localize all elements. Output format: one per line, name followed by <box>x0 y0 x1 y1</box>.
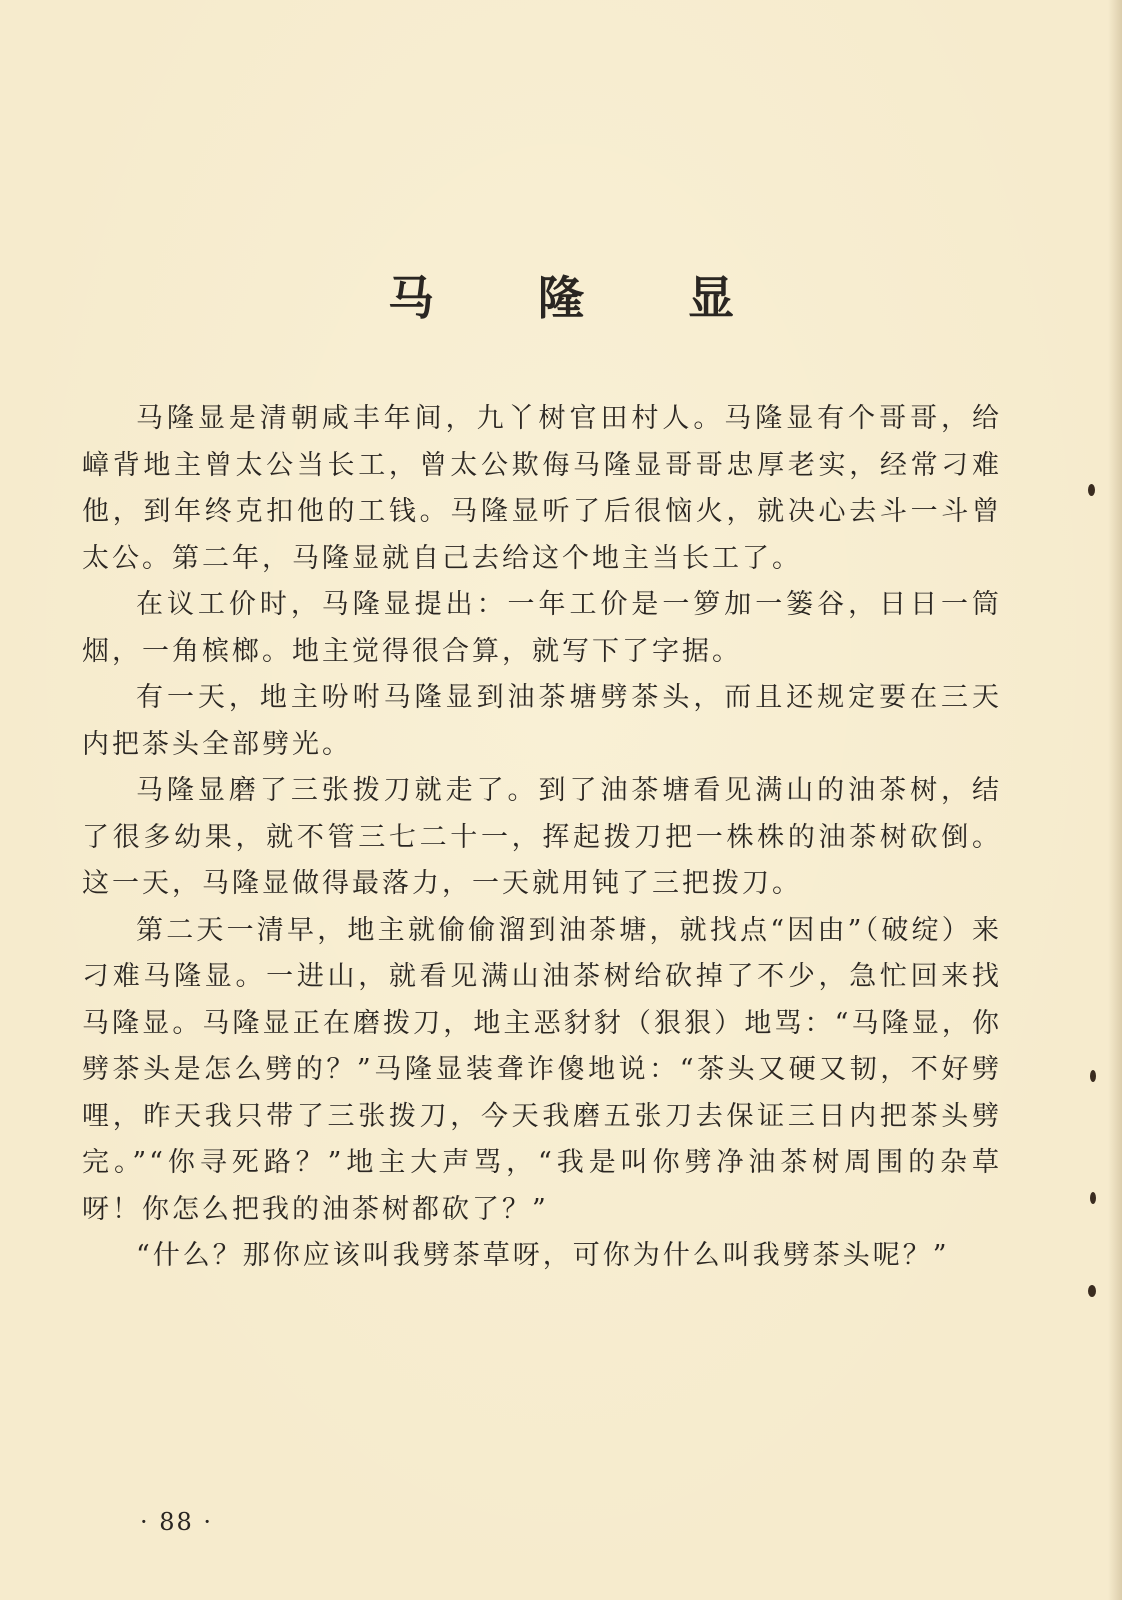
paragraph-5: 第二天一清早，地主就偷偷溜到油茶塘，就找点“因由”（破绽）来刁难马隆显。一进山，就看见满山油茶树给砍掉了不少，急忙回来找马隆显。马隆显正在磨拨刀，地主恶豺豺（狠狠）地骂：“马隆显，你劈茶头是怎么劈的？”马隆显装聋诈傻地说：“茶头又硬又韧，不好劈哩，昨天我只带了三张拨刀，今天我磨五张刀去保证三日内把茶头劈完。”“你寻死路？”地主大声骂，“我是叫你劈净油茶树周围的杂草呀！你怎么把我的油茶树都砍了？” <box>82 914 1002 1225</box>
binding-hole-mark <box>1090 1070 1096 1082</box>
binding-hole-mark <box>1088 1285 1096 1297</box>
paragraph-2: 在议工价时，马隆显提出：一年工价是一箩加一篓谷，日日一筒烟，一角槟榔。地主觉得很合算，就写下了字据。 <box>82 589 1002 667</box>
page-title: 马 隆 显 <box>387 271 779 325</box>
paragraph-1: 马隆显是清朝咸丰年间，九丫树官田村人。马隆显有个哥哥，给嶂背地主曾太公当长工，曾太公欺侮马隆显哥哥忠厚老实，经常刁难他，到年终克扣他的工钱。马隆显听了后很恼火，就决心去斗一斗曾太公。第二年，马隆显就自己去给这个地主当长工了。 <box>82 403 1002 574</box>
page-edge-shadow <box>1108 0 1122 1600</box>
paragraph-3: 有一天，地主吩咐马隆显到油茶塘劈茶头，而且还规定要在三天内把茶头全部劈光。 <box>82 682 1002 760</box>
body-text <box>82 396 1002 1280</box>
page-number: · 88 · <box>140 1508 214 1536</box>
paragraph-6: “什么？那你应该叫我劈茶草呀，可你为什么叫我劈茶头呢？” <box>136 1240 950 1271</box>
paragraph-4: 马隆显磨了三张拨刀就走了。到了油茶塘看见满山的油茶树，结了很多幼果，就不管三七二十一，挥起拨刀把一株株的油茶树砍倒。这一天，马隆显做得最落力，一天就用钝了三把拨刀。 <box>82 775 1002 899</box>
binding-hole-mark <box>1090 1192 1096 1204</box>
binding-hole-mark <box>1088 484 1095 496</box>
